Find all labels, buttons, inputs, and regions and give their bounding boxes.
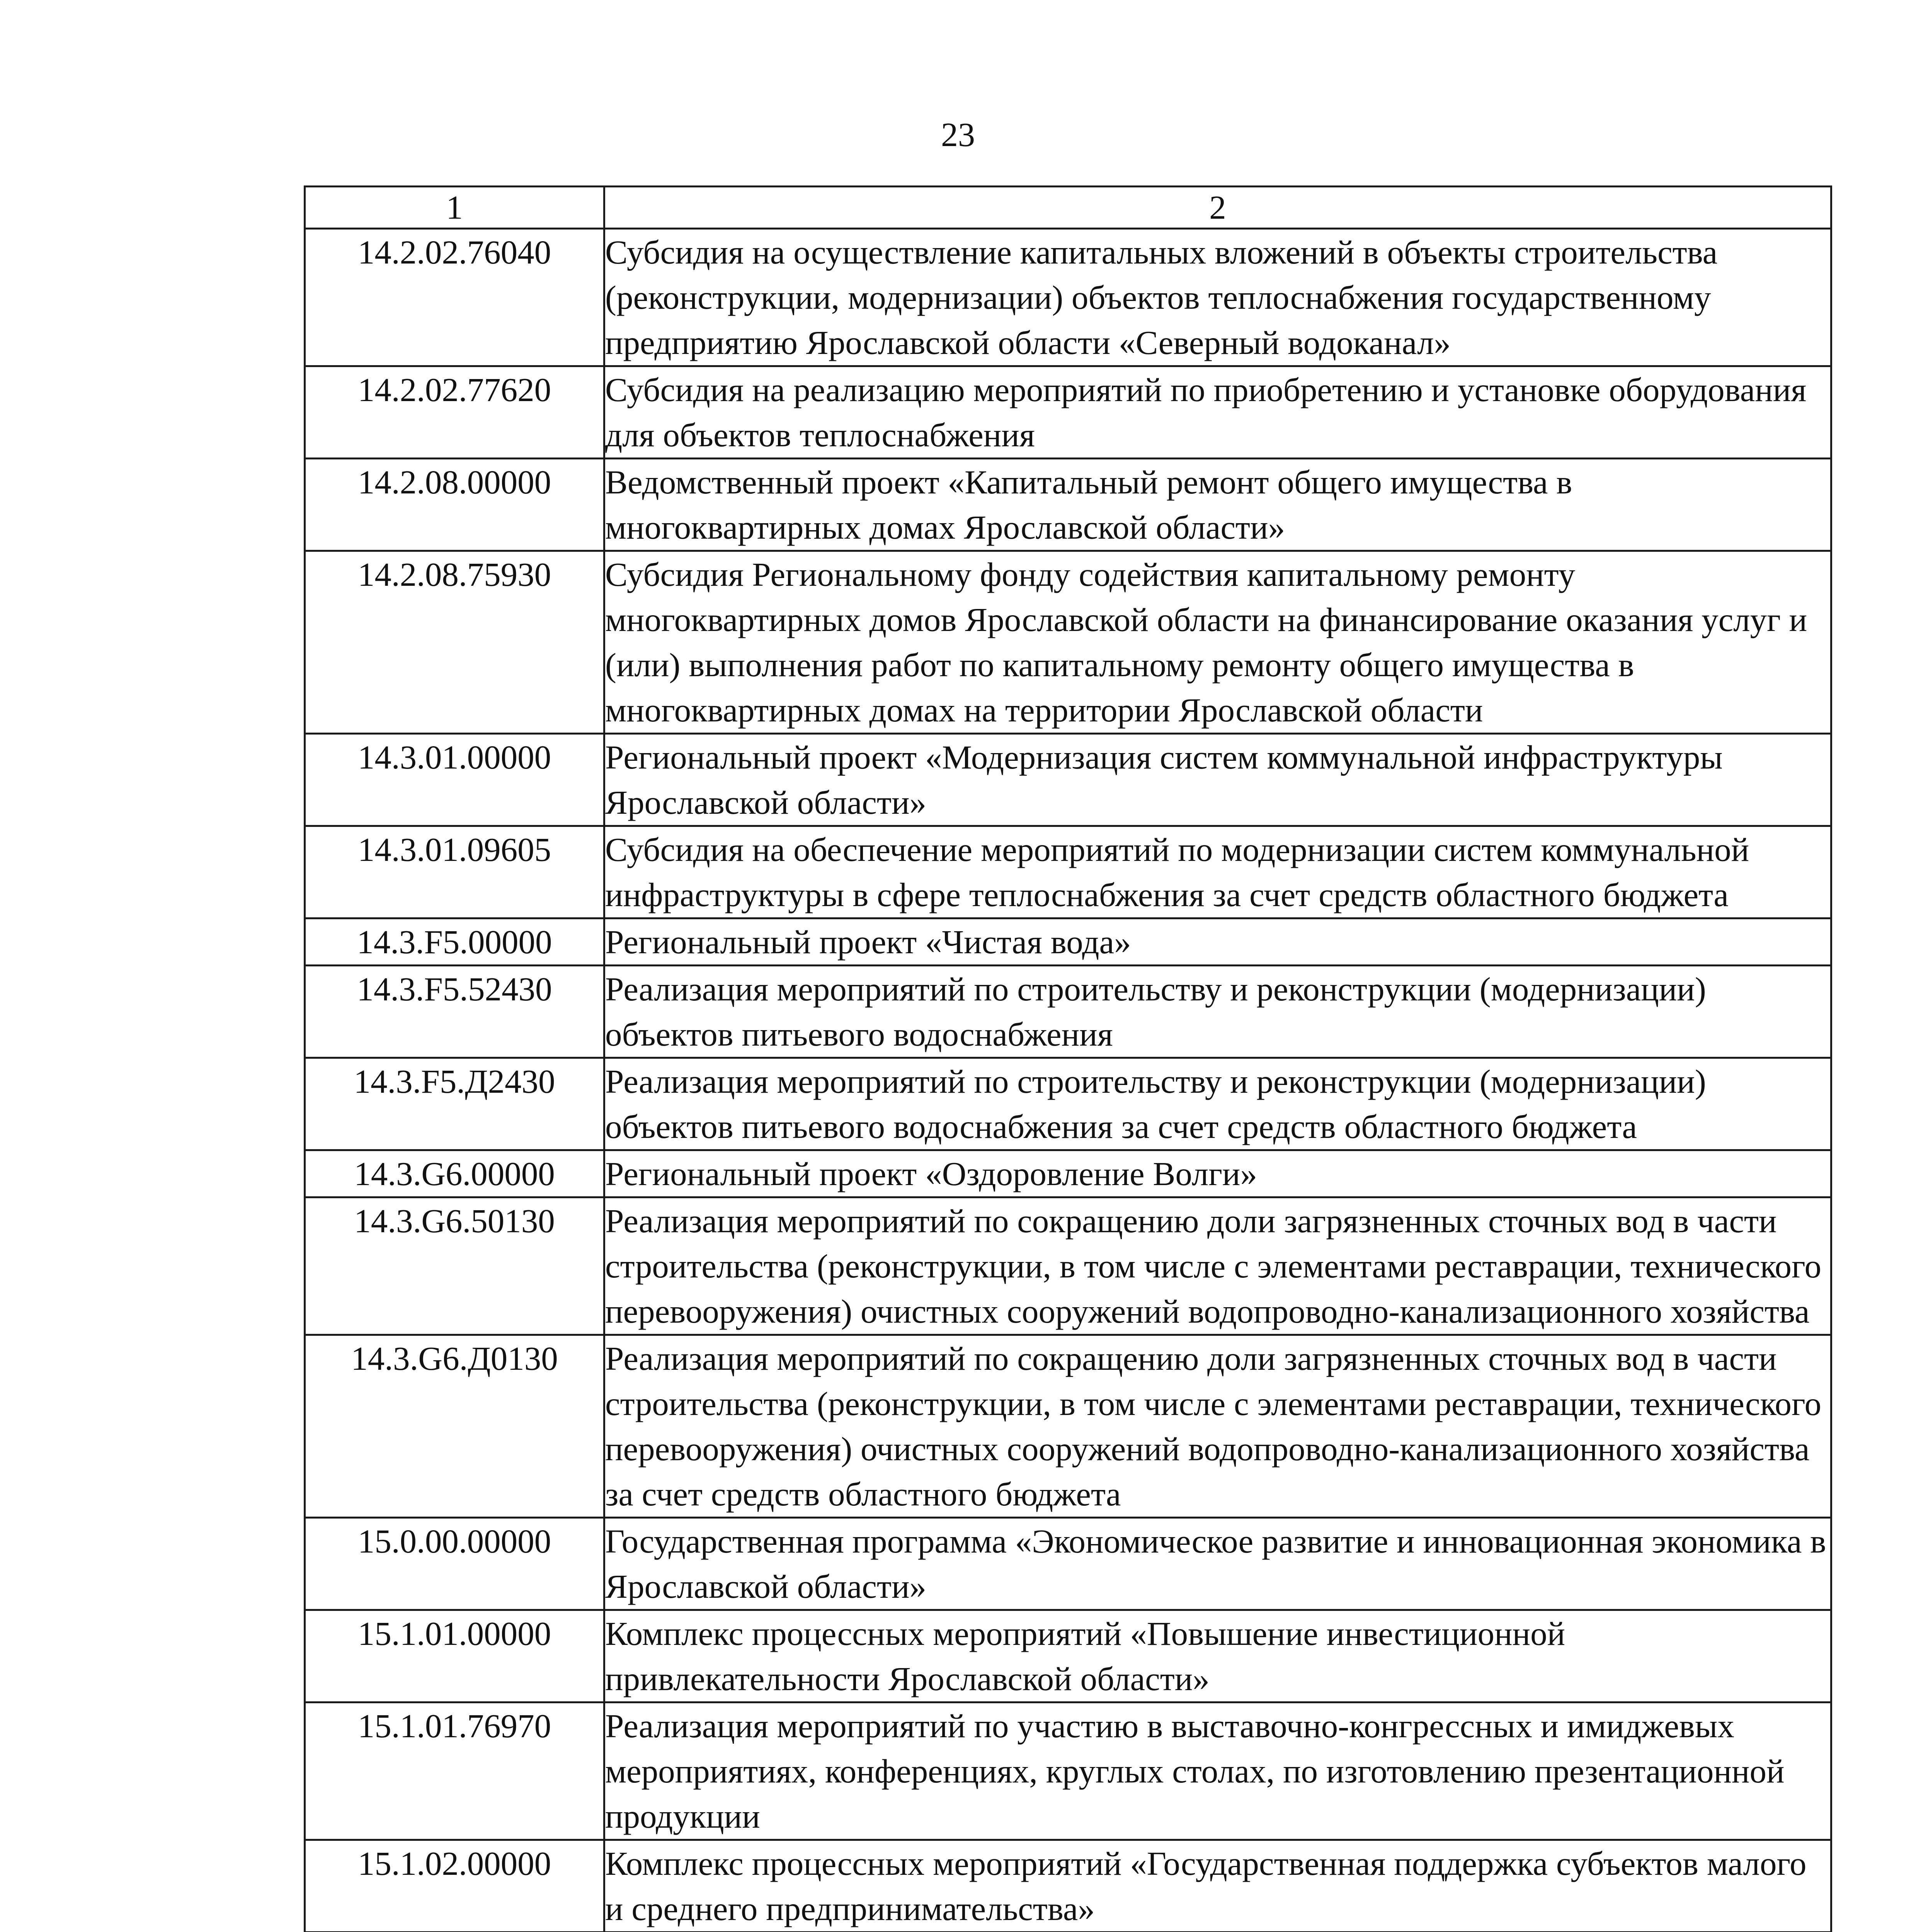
row-code: 14.3.F5.Д2430 — [305, 1058, 604, 1150]
table-row — [305, 1610, 1831, 1702]
row-name: Реализация мероприятий по участию в выставочно-конгрессных и имиджевых мероприятиях, конференциях, круглых столах, по изготовлению презентационной продукции — [604, 1702, 1831, 1840]
table-row — [305, 826, 1831, 918]
table-header-row — [305, 187, 1831, 229]
row-code: 14.2.02.76040 — [305, 229, 604, 366]
row-code: 14.3.G6.Д0130 — [305, 1335, 604, 1518]
row-code: 14.3.G6.00000 — [305, 1150, 604, 1197]
row-name: Государственная программа «Экономическое развитие и инновационная экономика в Ярославской области» — [604, 1518, 1831, 1610]
row-code: 14.3.F5.00000 — [305, 918, 604, 966]
table-row — [305, 1518, 1831, 1610]
row-name: Реализация мероприятий по строительству и реконструкции (модернизации) объектов питьевого водоснабжения за счет средств областного бюджета — [604, 1058, 1831, 1150]
table-row — [305, 1058, 1831, 1150]
table-row — [305, 1840, 1831, 1932]
table-row — [305, 1150, 1831, 1197]
row-code: 14.2.08.00000 — [305, 459, 604, 551]
row-name: Комплекс процессных мероприятий «Государственная поддержка субъектов малого и среднего предпринимательства» — [604, 1840, 1831, 1932]
row-code: 14.3.G6.50130 — [305, 1197, 604, 1335]
table-row — [305, 734, 1831, 826]
row-name: Субсидия на осуществление капитальных вложений в объекты строительства (реконструкции, модернизации) объектов теплоснабжения государственному предприятию Ярославской области «Северный водоканал» — [604, 229, 1831, 366]
row-name: Региональный проект «Модернизация систем коммунальной инфраструктуры Ярославской области» — [604, 734, 1831, 826]
row-code: 14.3.F5.52430 — [305, 966, 604, 1058]
row-code: 15.1.02.00000 — [305, 1840, 604, 1932]
row-code: 14.3.01.00000 — [305, 734, 604, 826]
row-code: 14.2.02.77620 — [305, 366, 604, 459]
table-row — [305, 966, 1831, 1058]
table-row — [305, 366, 1831, 459]
table-row — [305, 1702, 1831, 1840]
row-code: 14.2.08.75930 — [305, 551, 604, 734]
row-code: 15.1.01.76970 — [305, 1702, 604, 1840]
row-name: Региональный проект «Оздоровление Волги» — [604, 1150, 1831, 1197]
row-name: Реализация мероприятий по строительству и реконструкции (модернизации) объектов питьевого водоснабжения — [604, 966, 1831, 1058]
table-row — [305, 551, 1831, 734]
row-name: Субсидия на реализацию мероприятий по приобретению и установке оборудования для объектов теплоснабжения — [604, 366, 1831, 459]
budget-classification-table — [304, 185, 1832, 1932]
row-code: 14.3.01.09605 — [305, 826, 604, 918]
table-row — [305, 1197, 1831, 1335]
row-name: Реализация мероприятий по сокращению доли загрязненных сточных вод в части строительства (реконструкции, в том числе с элементами реставрации, технического перевооружения) очистных сооружений водопроводно-канализационного хозяйства за счет средств областного бюджета — [604, 1335, 1831, 1518]
row-name: Реализация мероприятий по сокращению доли загрязненных сточных вод в части строительства (реконструкции, в том числе с элементами реставрации, технического перевооружения) очистных сооружений водопроводно-канализационного хозяйства — [604, 1197, 1831, 1335]
row-name: Субсидия на обеспечение мероприятий по модернизации систем коммунальной инфраструктуры в сфере теплоснабжения за счет средств областного бюджета — [604, 826, 1831, 918]
row-name: Ведомственный проект «Капитальный ремонт общего имущества в многоквартирных домах Ярославской области» — [604, 459, 1831, 551]
row-name: Комплекс процессных мероприятий «Повышение инвестиционной привлекательности Ярославской области» — [604, 1610, 1831, 1702]
row-code: 15.1.01.00000 — [305, 1610, 604, 1702]
table-row — [305, 229, 1831, 366]
row-name: Региональный проект «Чистая вода» — [604, 918, 1831, 966]
row-name: Субсидия Региональному фонду содействия капитальному ремонту многоквартирных домов Ярославской области на финансирование оказания услуг и (или) выполнения работ по капитальному ремонту общего имущества в многоквартирных домах на территории Ярославской области — [604, 551, 1831, 734]
column-header-name: 2 — [604, 187, 1831, 229]
table-row — [305, 1335, 1831, 1518]
page-number: 23 — [941, 116, 975, 154]
table-row — [305, 459, 1831, 551]
column-header-code: 1 — [305, 187, 604, 229]
table-row — [305, 918, 1831, 966]
row-code: 15.0.00.00000 — [305, 1518, 604, 1610]
